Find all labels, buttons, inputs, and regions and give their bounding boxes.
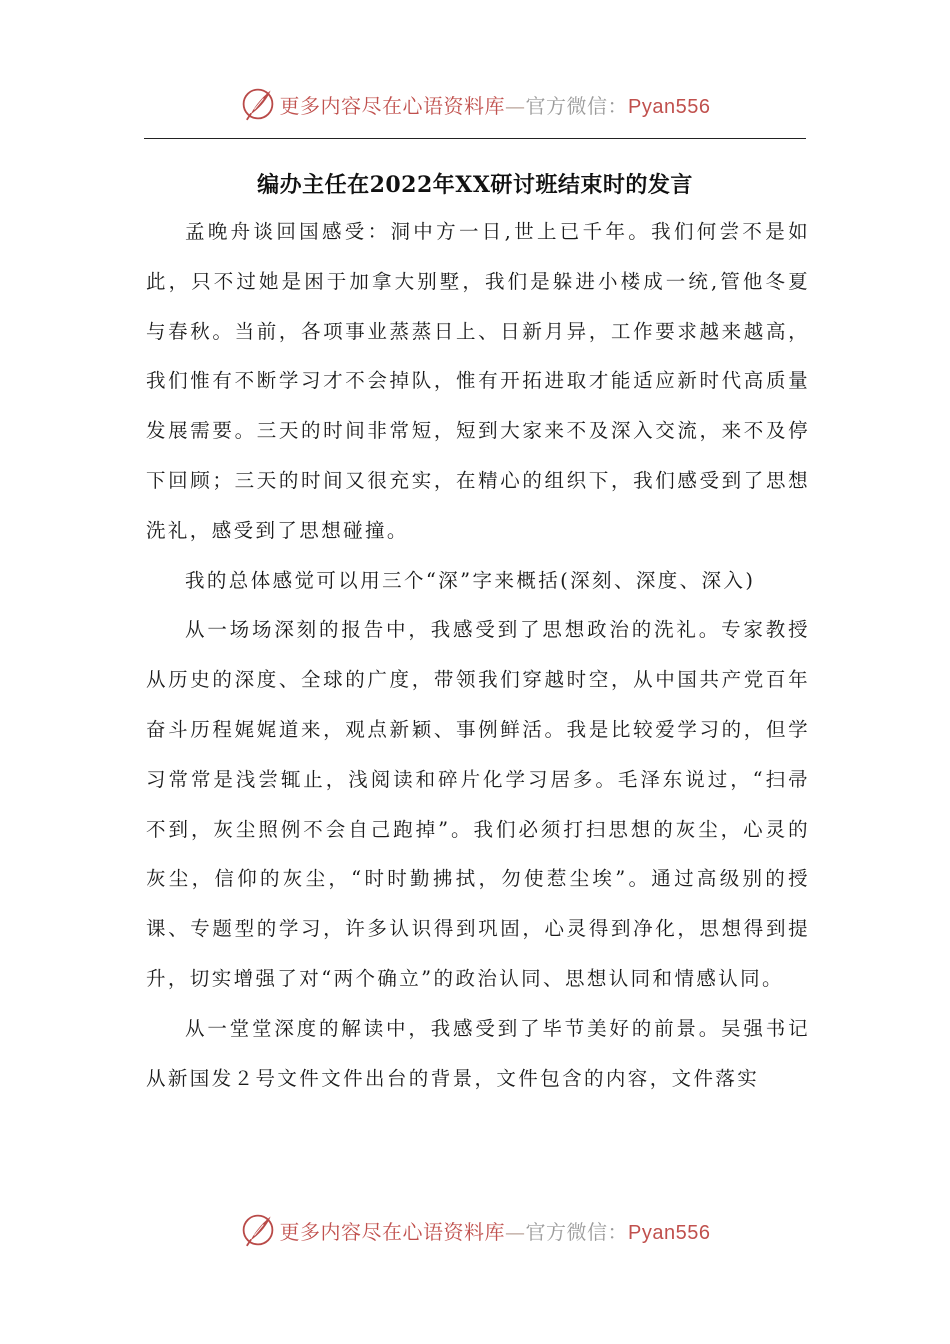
header-banner-text <box>280 90 711 119</box>
header-banner-main: 更多内容尽在心语资料库 <box>279 93 506 118</box>
quill-pen-logo-icon <box>240 86 276 122</box>
header-banner <box>0 84 950 124</box>
document-title: 编办主任在2022年XX研讨班结束时的发言 <box>257 172 693 198</box>
header-wechat-id: Pyan556 <box>628 95 711 118</box>
footer-banner-text <box>280 1216 711 1245</box>
header-banner-dash: — <box>505 93 526 118</box>
header-wechat-label: 官方微信： <box>525 93 629 118</box>
footer-banner-main: 更多内容尽在心语资料库 <box>279 1219 506 1244</box>
footer-wechat-label: 官方微信： <box>525 1219 629 1244</box>
quill-pen-logo-icon <box>240 1212 276 1248</box>
body-paragraph-4: 从一堂堂深度的解读中，我感受到了毕节美好的前景。吴强书记从新国发２号文件文件出台的背景，文件包含的内容，文件落实 <box>146 1016 810 1090</box>
body-paragraph-3: 从一场场深刻的报告中，我感受到了思想政治的洗礼。专家教授从历史的深度、全球的广度，带领我们穿越时空，从中国共产党百年奋斗历程娓娓道来，观点新颖、事例鲜活。我是比较爱学习的，但学习常常是浅尝辄止，浅阅读和碎片化学习居多。毛泽东说过，“扫帚不到，灰尘照例不会自己跑掉”。我们必须打扫思想的灰尘，心灵的灰尘，信仰的灰尘，“时时勤拂拭，勿使惹尘埃”。通过高级别的授课、专题型的学习，许多认识得到巩固，心灵得到净化，思想得到提升，切实增强了对“两个确立”的政治认同、思想认同和情感认同。 <box>146 618 810 990</box>
body-paragraph-2: 我的总体感觉可以用三个“深”字来概括(深刻、深度、深入) <box>185 568 756 592</box>
document-body <box>146 207 810 1103</box>
footer-banner-dash: — <box>505 1219 526 1244</box>
header-divider <box>144 138 806 139</box>
footer-banner <box>0 1210 950 1250</box>
body-paragraph-1: 孟晚舟谈回国感受：洞中方一日,世上已千年。我们何尝不是如此，只不过她是困于加拿大别墅，我们是躲进小楼成一统,管他冬夏与春秋。当前，各项事业蒸蒸日上、日新月异，工作要求越来越高，我们惟有不断学习才不会掉队，惟有开拓进取才能适应新时代高质量发展需要。三天的时间非常短，短到大家来不及深入交流，来不及停下回顾；三天的时间又很充实，在精心的组织下，我们感受到了思想洗礼，感受到了思想碰撞。 <box>146 220 810 542</box>
footer-wechat-id: Pyan556 <box>628 1221 711 1244</box>
